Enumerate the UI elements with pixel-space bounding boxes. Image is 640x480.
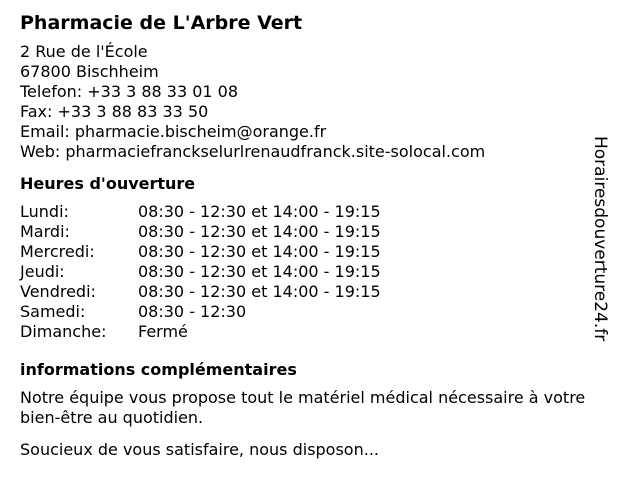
hours-row-friday	[20, 282, 620, 302]
hours-time: 08:30 - 12:30	[138, 302, 247, 321]
hours-row-tuesday	[20, 222, 620, 242]
opening-hours-table	[20, 202, 620, 342]
fax-number: Fax: +33 3 88 83 33 50	[20, 102, 209, 121]
address-city: 67800 Bischheim	[20, 62, 159, 81]
hours-row-wednesday	[20, 242, 620, 262]
site-watermark: Horairesdouverture24.fr	[590, 136, 610, 342]
hours-row-monday	[20, 202, 620, 222]
hours-day: Dimanche:	[20, 322, 107, 341]
hours-day: Samedi:	[20, 302, 86, 321]
hours-row-thursday	[20, 262, 620, 282]
website-address: Web: pharmaciefranckselurlrenaudfranck.site-solocal.com	[20, 142, 486, 161]
hours-row-saturday	[20, 302, 620, 322]
hours-day: Jeudi:	[20, 262, 65, 281]
additional-info-paragraph: Notre équipe vous propose tout le matériel médical nécessaire à votre bien-être au quotidien.	[20, 388, 586, 427]
hours-time: 08:30 - 12:30 et 14:00 - 19:15	[138, 262, 381, 281]
hours-row-sunday	[20, 322, 620, 342]
hours-time: Fermé	[138, 322, 188, 341]
phone-number: Telefon: +33 3 88 33 01 08	[20, 82, 239, 101]
business-listing	[20, 10, 620, 472]
hours-day: Vendredi:	[20, 282, 96, 301]
hours-day: Mercredi:	[20, 242, 95, 261]
hours-time: 08:30 - 12:30 et 14:00 - 19:15	[138, 202, 381, 221]
address-street: 2 Rue de l'École	[20, 42, 148, 61]
hours-time: 08:30 - 12:30 et 14:00 - 19:15	[138, 222, 381, 241]
opening-hours-title: Heures d'ouverture	[20, 174, 196, 193]
email-address: Email: pharmacie.bischeim@orange.fr	[20, 122, 327, 141]
hours-time: 08:30 - 12:30 et 14:00 - 19:15	[138, 282, 381, 301]
hours-day: Lundi:	[20, 202, 69, 221]
additional-info-paragraph-truncated: Soucieux de vous satisfaire, nous disposon...	[20, 440, 379, 459]
additional-info-title: informations complémentaires	[20, 360, 297, 379]
business-name: Pharmacie de L'Arbre Vert	[20, 12, 303, 34]
contact-block	[20, 42, 620, 162]
hours-day: Mardi:	[20, 222, 70, 241]
hours-time: 08:30 - 12:30 et 14:00 - 19:15	[138, 242, 381, 261]
